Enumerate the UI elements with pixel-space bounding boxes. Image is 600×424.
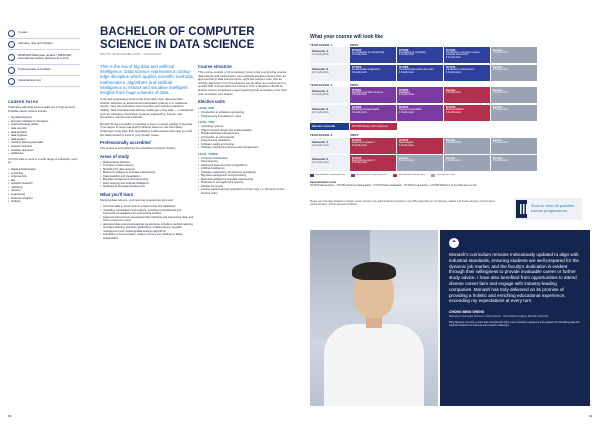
calendar-icon <box>8 41 15 48</box>
areas-list <box>100 161 194 189</box>
semester-row <box>310 47 580 63</box>
list-item: • business analytics <box>8 197 80 201</box>
unit-cell: Elective 6 Credit points <box>444 138 490 154</box>
unit-cell: Elective 6 Credit points <box>444 155 490 171</box>
list-item: • Software engineering: Architecture and design <box>198 171 292 175</box>
structure-title: What your course will look like <box>310 34 384 40</box>
unit-cell: Elective 6 Credit points <box>491 87 537 103</box>
list-item: • marketing <box>8 186 80 190</box>
accredited-heading: Professionally accredited <box>100 140 151 146</box>
level-one-heading: LEVEL ONE <box>198 106 215 111</box>
list-item: • Advanced data structures & algorithms <box>198 164 292 168</box>
fact-duration: 3 years <box>8 28 80 39</box>
semester-label: Semester 1 24 Credit points <box>310 138 349 154</box>
areas-heading: Areas of study <box>100 153 130 159</box>
list-item: • Business intelligence and data warehousing <box>100 171 194 175</box>
unit-cell: FIT2086 Modelling for data analysis 6 Credit points <box>350 105 396 121</box>
unit-cell: Elective 6 Credit points <box>397 155 443 171</box>
list-item: • Modelling for data analysis <box>100 168 194 172</box>
unit-cell: Elective 6 Credit points <box>491 138 537 154</box>
testimonial-name: CHONG MING SHENG <box>449 310 485 315</box>
list-item: • Software quality and testing <box>198 143 292 147</box>
semester-row <box>310 155 580 171</box>
unit-cell: FIT1043 Introduction to data science 6 Credit points <box>444 65 490 81</box>
legend-item: Specialisation compulsory units <box>351 174 387 177</box>
year-header: YEAR 3/LEVEL 3 UNITS <box>310 133 359 137</box>
list-item: • Parallel computing <box>198 185 292 189</box>
legend-item: Free elective units <box>431 174 454 177</box>
specialisation-units: Specialisation units FIT3152 Data analytics · FIT3154 Advanced data analysis · FIT3179 Data visualisation · FIT3181 Deep learning · FIT3183 Malicious AI and dark side security <box>310 180 477 187</box>
structure-heading: Course structure <box>198 64 232 69</box>
legend-item: Foundational compulsory units <box>310 174 345 177</box>
list-item: • research scientist <box>8 145 80 149</box>
semester-row <box>310 65 580 81</box>
column-two <box>198 64 292 197</box>
unit-cell: FIT3163 Data science project 1 6 Credit points <box>350 138 396 154</box>
list-item: • big data engineer <box>8 116 80 120</box>
list-item: • Programming paradigms <box>198 139 292 143</box>
career-list <box>8 116 80 156</box>
structure-note: Please note this page illustrates a sample course structure only. Each student's programme may differ depending on unit offerings, intakes and chosen electives. For the latest course structure, visit the Monash handbook. <box>310 200 495 207</box>
learn-heading: What you'll learn <box>100 191 134 197</box>
level-two-heading: LEVEL TWO <box>198 120 215 125</box>
testimonial-text: Monash's curriculum remains meticulously updated to align with industrial standards, ensuring students are well-prepared for the dynamic job market, and the faculty's dedication is evident through their willingness to provide invaluable career or further study advice. I have also benefited from opportunities to attend diverse career fairs and engage with industry-leading companies. Monash has truly delivered on its promise of providing a holistic and enriching educational experience, exceeding my expectations at every turn. <box>449 252 579 304</box>
list-item: • Mobile application development <box>198 132 292 136</box>
course-codes: MPU/DP (N/481/6/0186) 12/26 · MQA/FA3136 <box>100 53 162 56</box>
qr-callout[interactable] <box>514 198 582 220</box>
unit-cell: FIT1058 Fundamentals of algorithms 6 Credit points <box>350 65 396 81</box>
list-item: • digital transformation <box>8 168 80 172</box>
list-item: • robotics <box>8 189 80 193</box>
unit-cell: FIT1043 Introduction to computer systems, networks and security 6 Credit points <box>444 47 490 63</box>
unit-cell: FIT2014 Theory of computation 6 Credit points <box>397 105 443 121</box>
dollar-icon <box>8 54 15 61</box>
semester-label: Semester 2 24 Credit points <box>310 155 349 171</box>
level-one-list <box>198 111 292 118</box>
unit-cell: FIT3164 Data science project 2 6 Credit points <box>350 155 396 171</box>
career-heading: CAREER PATHS <box>8 100 39 104</box>
course-structure-grid <box>310 42 580 187</box>
list-item: • Introduction to cybersecurity <box>198 136 292 140</box>
accreditation-icon <box>8 67 15 74</box>
list-item: • banking <box>8 200 80 204</box>
list-item: • Mathematical statistics <box>100 161 194 165</box>
list-item: • Deep learning <box>198 160 292 164</box>
list-item: • legal and ethical issues associated with collecting and interpreting data, and how to respond to them <box>100 216 194 223</box>
fact-intakes: February, July and October <box>8 39 80 50</box>
list-item: • Software engineering process and management <box>198 146 292 150</box>
briefcase-icon <box>8 78 15 85</box>
column-one <box>100 64 194 242</box>
list-item: • engineering <box>8 193 80 197</box>
unit-cell: FIT2094 Databases 6 Credit points <box>397 87 443 103</box>
level-three-heading: LEVEL THREE <box>198 151 218 156</box>
unit-cell: FIT2004 Algorithms and data structures 6 Credit points <box>350 87 396 103</box>
calendar-icon <box>8 30 15 37</box>
unit-cell: FIT1008 Foundations of computing 6 Credit points <box>397 47 443 63</box>
accredited-body: This course is accredited by the Australian Computer Society. <box>100 146 176 151</box>
industries-list <box>8 168 80 204</box>
semester-row <box>310 105 580 121</box>
intro-paragraph-2: Monash brings a breadth of expertise to bear on issues relating to big data. If you aspire to solve real-world problems based on the information challenges of big data, then specialising in data science will equip you with the skills needed to excel in your chosen career. <box>100 121 193 137</box>
list-item: • Introduction to software engineering <box>198 111 292 115</box>
list-item: • Big data management and processing <box>100 178 194 182</box>
list-item: • chief technology officer <box>8 123 80 127</box>
semester-row <box>310 87 580 103</box>
structure-body: This course consists of 14 compulsory (core) units covering the science, data science and mathematics, two restricted electives chosen from an approved list of data science topics, eight free elective units, and an industry placement. The free electives can be taken as a sequence in a specific field of study within the school or from a discipline offered by another school. A capstone project spanning both semesters of the final year concludes your studies. <box>198 70 288 96</box>
course-facts <box>8 28 80 87</box>
list-item: • machine learning specialist <box>8 141 80 145</box>
career-paths <box>8 100 80 204</box>
qr-code-icon[interactable] <box>516 200 527 218</box>
unit-cell: Elective 6 Credit points <box>491 47 537 63</box>
list-item: • Programming foundations in Java <box>198 115 292 119</box>
list-item: • Big data management and processing <box>198 174 292 178</box>
fact-fees: RM45,800 Malaysian student / RM53,900 international student (full fees at a cost) <box>8 50 80 65</box>
list-item: • Object oriented design and implementation <box>198 129 292 133</box>
unit-cell: FIT2180 Data visualisation 6 Credit points <box>444 105 490 121</box>
list-item: • advanced data science knowledge via electives, including machine learning and deep learning, business applications of data science, big data management and clustering/data analysis algorithms <box>100 223 194 234</box>
qr-text: Scan to view all possible course progressions. <box>530 203 575 213</box>
list-item: • Multiview AI and agile work security <box>198 181 292 185</box>
list-item: • law <box>8 179 80 183</box>
semester-label: Semester 1 24 Credit points <box>310 47 349 63</box>
learn-list <box>100 205 194 240</box>
level-three-list <box>198 157 292 196</box>
level-two-list <box>198 125 292 150</box>
list-item: • modelling, visualisation and analysis, including computational and interactive visualisations for professional practice <box>100 209 194 216</box>
unit-cell: Elective 6 Credit points <box>491 155 537 171</box>
list-item: • business intelligence developer <box>8 120 80 124</box>
list-item: • statistician <box>8 152 80 156</box>
right-page <box>300 0 600 424</box>
list-item: • Computer architecture <box>198 157 292 161</box>
unit-cell: Elective 6 Credit points <box>491 105 537 121</box>
unit-cell: FIT3152 Data analytics 6 Credit points <box>397 138 443 154</box>
year-header: YEAR 1/LEVEL 1 UNITS <box>310 42 359 47</box>
lead-paragraph: This is the era of big data and artificial intelligence. Data science represents a cutting-edge discipline which applies scientific methods, mathematics, algorithms and artificial intelligence to extract and visualise intelligent insights from huge volumes of data. <box>100 64 194 96</box>
testimonial-bio: Ming Sheng is currently a senior data scientist with eight years of industry experience and a passion for translating data into impactful solutions for business and research challenges. <box>449 321 580 328</box>
electives-heading: Elective units <box>198 99 225 105</box>
semester-label: Semester 1 24 Credit points <box>310 87 349 103</box>
list-item: • scientific research <box>8 182 80 186</box>
page-number: 10 <box>8 414 12 418</box>
legend-item: Specialisation elective units <box>393 174 425 177</box>
summer-semester: Summer semester FIT2108 Industry work experience <box>310 123 580 131</box>
list-item: • Operating systems <box>198 125 292 129</box>
list-item: • soft skills in communication, ready to convey your findings to fellow stakeholders <box>100 233 194 240</box>
list-item: • technical skills in areas such as programming and databases <box>100 205 194 209</box>
list-item: • software developer <box>8 149 80 153</box>
page-title: BACHELOR OF COMPUTER SCIENCE IN DATA SCIENCE <box>100 25 255 51</box>
career-intro: Graduates with data science skills are in high demand. Possible career options include: <box>8 105 76 113</box>
intro-paragraph: In the fast-progressing world of the Information Age, data scientists, whether delivered on advancement-integrated systems or in traditional reports, have the potential to fuel innovation and transform decision-making. Data scientists deal with the challenges of big data — in disciplines such as marketing, information systems, engineering, finance, arts, humanities, science and medicine. <box>100 97 194 120</box>
list-item: • Business intelligence and data warehousing <box>198 178 292 182</box>
semester-label: Semester 2 24 Credit points <box>310 105 349 121</box>
testimonial <box>440 230 590 406</box>
list-item: • consulting <box>8 172 80 176</box>
list-item: • Multiview AI and agile development <box>100 185 194 189</box>
fact-industrial: Industrial learning <box>8 76 80 87</box>
list-item: • Principles of data science <box>100 164 194 168</box>
list-item: • Data analytics and visualisation <box>100 175 194 179</box>
unit-cell: Elective 6 Credit points <box>444 87 490 103</box>
list-item: • Deep learning and artificial intelligence <box>100 182 194 186</box>
list-item: • data architect <box>8 131 80 135</box>
quote-icon: “ <box>449 238 459 248</box>
list-item: • data analyst <box>8 138 80 142</box>
student-photo <box>310 230 438 406</box>
fact-accredited: Professionally accredited <box>8 65 80 76</box>
legend <box>310 174 580 177</box>
unit-cell: FIT1045 An introduction to programming 6 Credit points <box>350 47 396 63</box>
page-number: 11 <box>588 414 592 418</box>
unit-cell: Elective 6 Credit points <box>491 65 537 81</box>
year-header: YEAR 2/LEVEL 2 UNITS <box>310 82 359 87</box>
list-item: • data engineer <box>8 134 80 138</box>
list-item: • cybersecurity <box>8 175 80 179</box>
testimonial-role: Bachelor of Computer Science in Data Science · Now Student Analyst, Monash University <box>449 315 549 319</box>
semester-label: Semester 2 24 Credit points <box>310 65 349 81</box>
list-item: • Artificial intelligence <box>198 167 292 171</box>
list-item: • Industry based learning (equivalent to three units, i.e. 18 points of free elective units) <box>198 188 292 195</box>
industries-intro: You'll be able to work in a wide range of industries, such as: <box>8 156 78 165</box>
list-item: • data scientist <box>8 127 80 131</box>
semester-row <box>310 138 580 154</box>
unit-cell: FIT1006 IT professional practice and ethics 6 Credit points <box>397 65 443 81</box>
learn-intro: Studying data science, your learning experiences will cover: <box>100 197 175 202</box>
